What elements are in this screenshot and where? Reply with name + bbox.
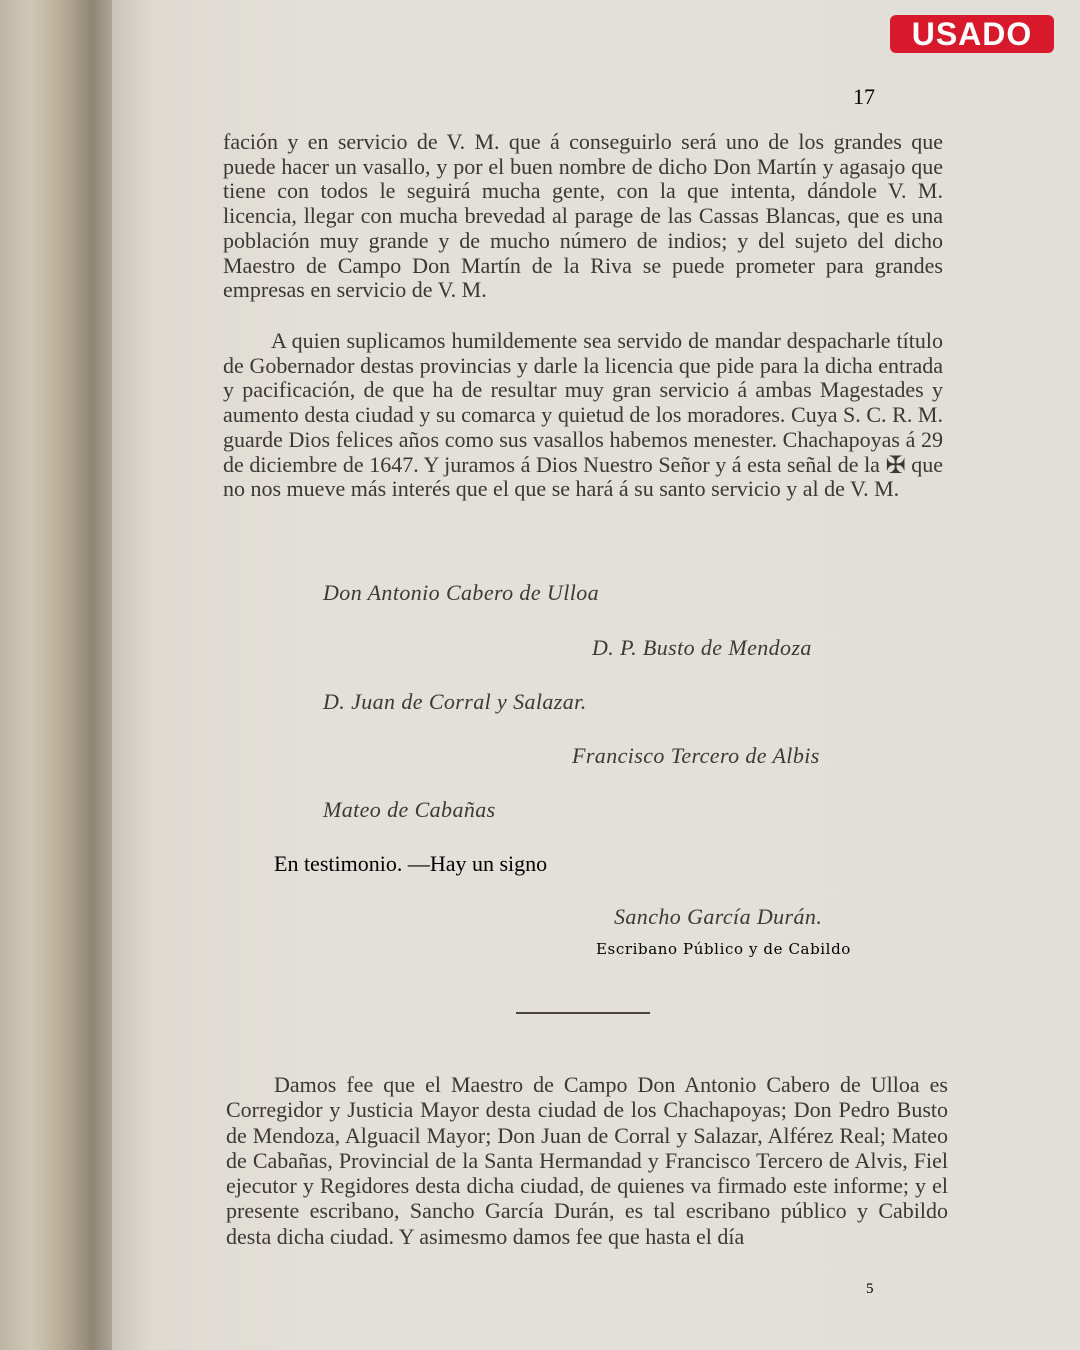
paragraph-2 <box>223 329 943 502</box>
paragraph-1: fación y en servicio de V. M. que á conseguirlo será uno de los grandes que puede hacer un vasallo, y por el buen nombre de dicho Don Martín y agasajo que tiene con todos le seguirá mucha gente, con la que intenta, dándole V. M. licencia, llegar con mucha brevedad al parage de las Cassas Blancas, que es una población muy grande y de mucho número de indios; y del sujeto del dicho Maestro de Campo Don Martín de la Riva se puede prometer para grandes empresas en servicio de V. M. <box>223 129 943 303</box>
page-number: 17 <box>853 84 875 109</box>
testimonio-line: En testimonio. —Hay un signo <box>274 851 548 876</box>
signature-3: D. Juan de Corral y Salazar. <box>323 689 587 714</box>
signature-1: Don Antonio Cabero de Ulloa <box>323 580 600 605</box>
signature-5: Mateo de Cabañas <box>323 797 496 822</box>
paragraph-3-text: Damos fee que el Maestro de Campo Don Antonio Cabero de Ulloa es Corregidor y Justicia Mayor desta ciudad de los Chachapoyas; Don Pedro Busto de Mendoza, Alguacil Mayor; Don Juan de Corral y Salazar, Alférez Real; Mateo de Cabañas, Provincial de la Santa Hermandad y Francisco Tercero de Alvis, Fiel ejecutor y Regidores desta dicha ciudad, de quienes va firmado este informe; y el presente escribano, Sancho García Durán, es tal escribano público y Cabildo desta dicha ciudad. Y asimesmo damos fee que hasta el día <box>226 1072 948 1249</box>
section-divider <box>516 1012 650 1014</box>
paragraph-3 <box>226 1072 948 1249</box>
printer-signature-mark: 5 <box>866 1281 874 1297</box>
notary-signature: Sancho García Durán. <box>614 904 823 929</box>
cross-sign-icon: ✠ <box>885 450 906 479</box>
signature-2: D. P. Busto de Mendoza <box>592 635 812 660</box>
book-binding-gutter <box>0 0 125 1350</box>
paragraph-2-text-after-sign: que no nos mueve más interés que el que se hará á su santo servicio y al de V. M. <box>223 451 944 502</box>
notary-title: Escribano Público y de Cabildo <box>596 940 851 958</box>
used-badge: USADO <box>890 15 1054 53</box>
paragraph-2-text-before-sign: A quien suplicamos humildemente sea servido de mandar despacharle título de Gobernador destas provincias y darle la licencia que pide para la dicha entrada y pacificación, de que ha de resultar muy gran servicio á ambas Magestades y aumento desta ciudad y su comarca y quietud de los moradores. Cuya S. C. R. M. guarde Dios felices años como sus vasallos habemos menester. Chachapoyas á 29 de diciembre de 1647. Y juramos á Dios Nuestro Señor y á esta señal de la <box>223 328 943 477</box>
signature-4: Francisco Tercero de Albis <box>572 743 820 768</box>
